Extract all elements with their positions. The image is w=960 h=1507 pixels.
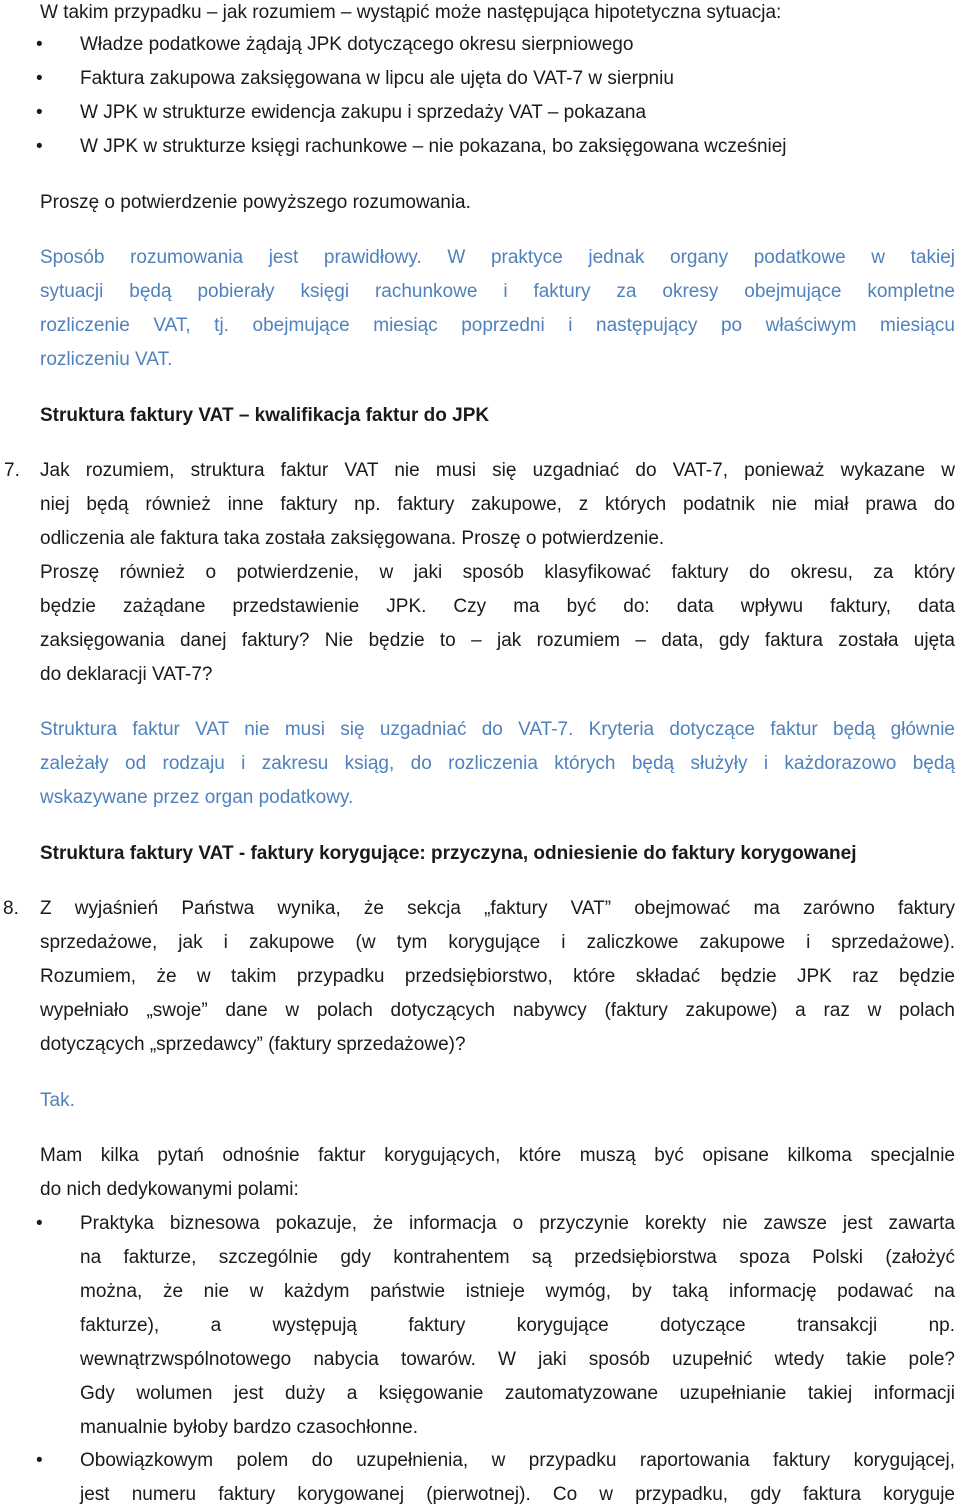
question-line: dotyczących „sprzedawcy” (faktury sprzedażowe)? — [40, 1034, 466, 1055]
bullet-marker: • — [36, 1450, 43, 1471]
list-item-line: Praktyka biznesowa pokazuje, że informacja o przyczynie korekty nie zawsze jest zawarta — [80, 1213, 955, 1234]
answer-line: sytuacji będą pobierały księgi rachunkowe i faktury za okresy obejmujące kompletne — [40, 281, 955, 302]
question-line: Proszę również o potwierdzenie, w jaki sposób klasyfikować faktury do okresu, za który — [40, 562, 955, 583]
list-item-line: na fakturze, szczególnie gdy kontrahentem są przedsiębiorstwa spoza Polski (założyć — [80, 1247, 955, 1268]
answer-line: rozliczeniu VAT. — [40, 349, 173, 370]
section-heading: Struktura faktury VAT - faktury korygujące: przyczyna, odniesienie do faktury korygowanej — [40, 843, 857, 864]
question-line: do deklaracji VAT-7? — [40, 664, 213, 685]
bullet-marker: • — [36, 102, 43, 123]
list-item: W JPK w strukturze księgi rachunkowe – nie pokazana, bo zaksięgowana wcześniej — [80, 136, 787, 157]
bullet-marker: • — [36, 34, 43, 55]
question-line: odliczenia ale faktura taka została zaksięgowana. Proszę o potwierdzenie. — [40, 528, 665, 549]
question-line: będzie zażądane przedstawienie JPK. Czy ma być do: data wpływu faktury, data — [40, 596, 955, 617]
bullet-marker: • — [36, 136, 43, 157]
bullet-marker: • — [36, 68, 43, 89]
answer-line: Sposób rozumowania jest prawidłowy. W praktyce jednak organy podatkowe w takiej — [40, 247, 955, 268]
confirm-request: Proszę o potwierdzenie powyższego rozumowania. — [40, 192, 471, 213]
answer-line: wskazywane przez organ podatkowy. — [40, 787, 354, 808]
list-item-line: fakturze), a występują faktury korygujące dotyczące transakcji np. — [80, 1315, 955, 1336]
question-line: niej będą również inne faktury np. faktury zakupowe, z których podatnik nie miał prawa do — [40, 494, 955, 515]
answer-line: zależały od rodzaju i zakresu ksiąg, do rozliczenia których będą służyły i każdorazowo będą — [40, 753, 955, 774]
paragraph-line: do nich dedykowanymi polami: — [40, 1179, 299, 1200]
answer-line: rozliczenie VAT, tj. obejmujące miesiąc poprzedni i następujący po właściwym miesiącu — [40, 315, 955, 336]
list-item-line: można, że nie w każdym państwie istnieje wymóg, by taką informację podawać na — [80, 1281, 955, 1302]
list-item-line: Obowiązkowym polem do uzupełnienia, w przypadku raportowania faktury korygującej, — [80, 1450, 955, 1471]
intro-text: W takim przypadku – jak rozumiem – wystąpić może następująca hipotetyczna sytuacja: — [40, 2, 782, 23]
question-number: 7. — [4, 460, 20, 481]
list-item: W JPK w strukturze ewidencja zakupu i sprzedaży VAT – pokazana — [80, 102, 647, 123]
list-item-line: jest numeru faktury korygowanej (pierwotnej). Co w przypadku, gdy faktura koryguje — [80, 1484, 955, 1505]
question-line: zaksięgowania danej faktury? Nie będzie to – jak rozumiem – data, gdy faktura została ujęta — [40, 630, 955, 651]
paragraph-line: Mam kilka pytań odnośnie faktur korygujących, które muszą być opisane kilkoma specjalnie — [40, 1145, 955, 1166]
list-item-line: manualnie byłoby bardzo czasochłonne. — [80, 1417, 418, 1438]
question-line: sprzedażowe, jak i zakupowe (w tym korygujące i zaliczkowe zakupowe i sprzedażowe). — [40, 932, 955, 953]
question-line: wypełniało „swoje” dane w polach dotyczących nabywcy (faktury zakupowe) a raz w polach — [40, 1000, 955, 1021]
section-heading: Struktura faktury VAT – kwalifikacja faktur do JPK — [40, 405, 490, 426]
question-line: Jak rozumiem, struktura faktur VAT nie musi się uzgadniać do VAT-7, ponieważ wykazane w — [40, 460, 955, 481]
answer-line: Tak. — [40, 1090, 75, 1111]
answer-line: Struktura faktur VAT nie musi się uzgadniać do VAT-7. Kryteria dotyczące faktur będą głównie — [40, 719, 955, 740]
list-item-line: wewnątrzwspólnotowego nabycia towarów. W jaki sposób uzupełnić wtedy takie pole? — [80, 1349, 955, 1370]
list-item-line: Gdy wolumen jest duży a księgowanie zautomatyzowane uzupełnianie takiej informacji — [80, 1383, 955, 1404]
question-number: 8. — [3, 898, 19, 919]
list-item: Faktura zakupowa zaksięgowana w lipcu ale ujęta do VAT-7 w sierpniu — [80, 68, 674, 89]
question-line: Rozumiem, że w takim przypadku przedsiębiorstwo, które składać będzie JPK raz będzie — [40, 966, 955, 987]
list-item: Władze podatkowe żądają JPK dotyczącego okresu sierpniowego — [80, 34, 634, 55]
question-line: Z wyjaśnień Państwa wynika, że sekcja „faktury VAT” obejmować ma zarówno faktury — [40, 898, 955, 919]
bullet-marker: • — [36, 1213, 43, 1234]
